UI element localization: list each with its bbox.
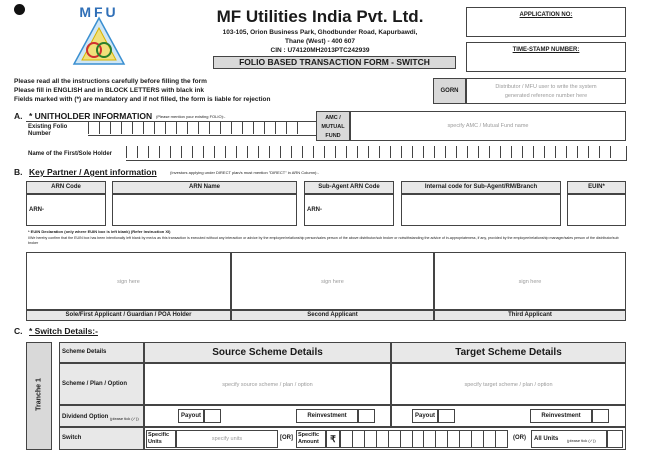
sign-here-3: sign here — [518, 279, 542, 285]
sub-agent-arn-field[interactable] — [304, 194, 394, 226]
application-no-box[interactable] — [466, 7, 626, 37]
address-line-1: 103-105, Orion Business Park, Ghodbunder Road, Kapurbawdi, — [222, 29, 418, 36]
sub-arn-prefix: ARN- — [307, 207, 322, 213]
section-a-subtitle: (Please mention your existing FOLIO):- — [156, 114, 226, 119]
source-scheme-field[interactable] — [144, 363, 391, 405]
signature-box-3[interactable] — [434, 252, 626, 310]
mfu-logo — [66, 4, 132, 68]
section-c-title: * Switch Details:- — [29, 326, 98, 336]
target-scheme-placeholder: specify target scheme / plan / option — [464, 382, 553, 388]
col-arn-code: ARN Code — [26, 181, 106, 194]
section-b-title: Key Partner / Agent information — [29, 167, 157, 177]
euin-field[interactable] — [567, 194, 626, 226]
section-a-letter: A. — [14, 111, 23, 121]
col-internal-code: Internal code for Sub-Agent/RM/Branch — [401, 181, 561, 194]
gorn-field[interactable] — [466, 78, 626, 104]
units-placeholder: specify units — [211, 436, 243, 442]
target-reinvestment-checkbox[interactable] — [592, 409, 609, 423]
section-c-letter: C. — [14, 326, 23, 336]
col-sub-agent-arn: Sub-Agent ARN Code — [304, 181, 394, 194]
section-b-subtitle: (Investors applying under DIRECT plan/s must mention "DIRECT" in ARN Column):- — [170, 170, 319, 175]
holder-name-field[interactable] — [126, 146, 627, 161]
tranche-label-cell — [26, 342, 52, 450]
source-scheme-placeholder: specify source scheme / plan / option — [222, 382, 313, 388]
rupee-symbol: ₹ — [326, 430, 340, 448]
scheme-details-label: Scheme Details — [59, 342, 144, 363]
source-payout-checkbox[interactable] — [204, 409, 221, 423]
switch-label: Switch — [59, 427, 144, 450]
logo-text: MFU — [79, 4, 119, 20]
source-scheme-title: Source Scheme Details — [144, 342, 391, 363]
specific-amount-field[interactable] — [340, 430, 508, 448]
signer-2-label: Second Applicant — [231, 310, 434, 321]
or-separator-2: (OR) — [513, 435, 526, 441]
form-title: FOLIO BASED TRANSACTION FORM - SWITCH — [213, 56, 456, 69]
timestamp-box[interactable] — [466, 42, 626, 72]
col-euin: EUIN* — [567, 181, 626, 194]
amc-placeholder: specify AMC / Mutual Fund name — [447, 123, 529, 129]
source-reinvestment-label: Reinvestment — [296, 409, 358, 423]
signature-box-2[interactable] — [231, 252, 434, 310]
specific-units-label: Specific Units — [146, 430, 176, 448]
instruction-3: Fields marked with (*) are mandatory and if not filled, the form is liable for rejection — [14, 96, 271, 103]
amc-field[interactable] — [350, 111, 626, 141]
instruction-2: Please fill in ENGLISH and in BLOCK LETTERS with black ink — [14, 87, 204, 94]
euin-declaration: * EUIN Declaration (only where EUIN box is left blank) (Refer Instruction XI) — [28, 229, 171, 234]
signer-1-label: Sole/First Applicant / Guardian / POA Holder — [26, 310, 231, 321]
all-units-checkbox[interactable] — [607, 430, 623, 448]
scheme-plan-label: Scheme / Plan / Option — [59, 363, 144, 405]
signer-3-label: Third Applicant — [434, 310, 626, 321]
or-separator-1: [OR] — [280, 435, 293, 441]
sign-here-2: sign here — [321, 279, 344, 285]
gorn-label: GORN — [433, 78, 466, 104]
folio-label: Existing Folio Number — [28, 124, 68, 137]
holder-name-label: Name of the First/Sole Holder — [28, 151, 113, 157]
internal-code-field[interactable] — [401, 194, 561, 226]
folio-number-field[interactable] — [88, 122, 317, 136]
arn-code-field[interactable] — [26, 194, 106, 226]
col-arn-name: ARN Name — [112, 181, 297, 194]
euin-declaration-text: I/We hereby confirm that the EUIN box has been intentionally left blank by me/us as this transaction is executed without any interaction or advice by the employee/relationship person/sales person of the above distributor/sub broker or notwithstanding the advice of in-appropriateness, if any, provided by the employee/relationship manager/sales person of the distributor/sub broker — [28, 236, 619, 245]
target-scheme-title: Target Scheme Details — [391, 342, 626, 363]
timestamp-label: TIME-STAMP NUMBER: — [512, 47, 580, 53]
source-reinvestment-checkbox[interactable] — [358, 409, 375, 423]
gorn-note-2: generated reference number here — [504, 93, 588, 99]
punch-hole-dot — [14, 4, 25, 15]
signature-box-1[interactable] — [26, 252, 231, 310]
target-payout-label: Payout — [412, 409, 438, 423]
application-no-label: APPLICATION NO: — [519, 12, 573, 18]
specific-amount-label: Specific Amount — [296, 430, 326, 448]
target-scheme-field[interactable] — [391, 363, 626, 405]
specific-units-field[interactable] — [176, 430, 278, 448]
dividend-option-label: Dividend Option — [62, 414, 109, 420]
sign-here-1: sign here — [117, 279, 140, 285]
target-payout-checkbox[interactable] — [438, 409, 455, 423]
amc-label: AMC / MUTUAL FUND — [316, 111, 350, 141]
all-units-label: All Units — [534, 436, 559, 442]
dividend-option-note: (please tick (✓)) — [110, 416, 139, 421]
target-reinvestment-label: Reinvestment — [530, 409, 592, 423]
source-payout-label: Payout — [178, 409, 204, 423]
tranche-label: Tranche 1 — [35, 378, 43, 411]
arn-prefix: ARN- — [29, 207, 44, 213]
all-units-note: (please tick (✓)) — [567, 438, 596, 443]
instruction-1: Please read all the instructions carefully before filling the form — [14, 78, 207, 85]
address-line-2: Thane (West) - 400 607 — [285, 38, 355, 45]
gorn-note-1: Distributor / MFU user to write the system — [495, 84, 597, 90]
section-a-title: * UNITHOLDER INFORMATION — [29, 111, 153, 121]
section-b-letter: B. — [14, 167, 23, 177]
cin-number: CIN : U74120MH2013PTC242939 — [270, 47, 370, 54]
dividend-option-cell — [59, 405, 144, 427]
arn-name-field[interactable] — [112, 194, 297, 226]
all-units-cell — [531, 430, 607, 448]
company-name: MF Utilities India Pvt. Ltd. — [216, 7, 424, 26]
